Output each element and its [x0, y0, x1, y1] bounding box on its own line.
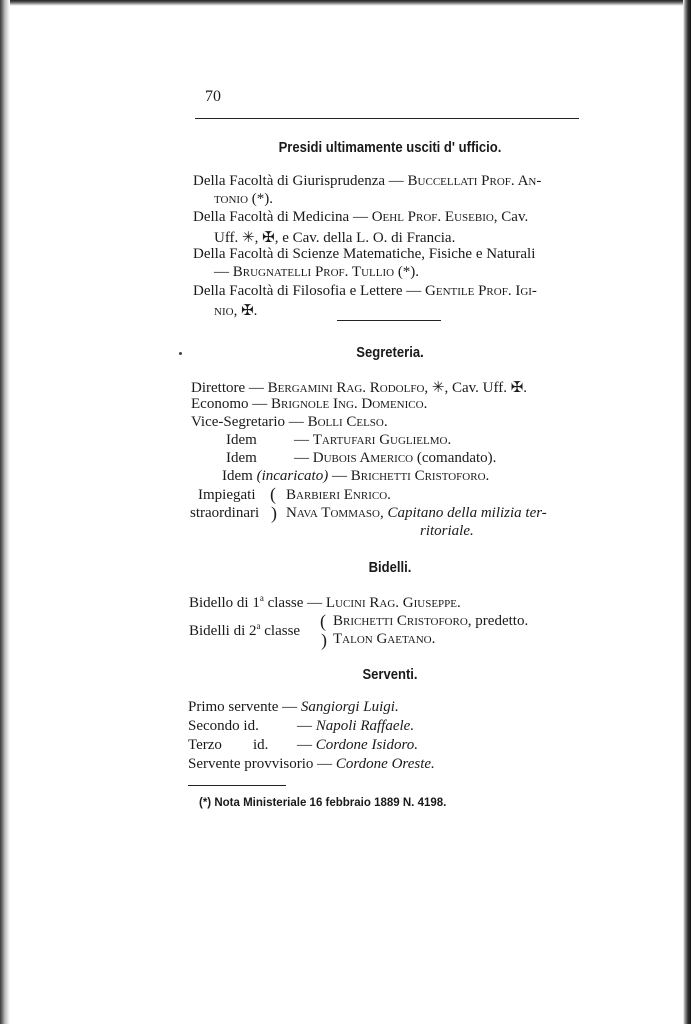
bidelli-second-name-1: Brichetti Cristoforo, predetto. [333, 613, 529, 629]
brace-top: ( [320, 611, 326, 631]
person-name: Brignole Ing. Domenico [271, 396, 424, 412]
segreteria-idem-1: — Tartufari Guglielmo. [294, 432, 452, 448]
person-name: Brichetti Cristoforo [333, 613, 468, 629]
bidello-first: Bidello di 1$^a$ classe — Lucini Rag. Giuseppe. [189, 593, 461, 611]
impiegati-name-2: Nava Tommaso, Capitano della milizia ter- [286, 505, 547, 521]
ink-speck [179, 352, 182, 355]
servente-row-2: — Napoli Raffaele. [297, 718, 415, 734]
person-name: Tartufari Guglielmo [312, 432, 448, 448]
servente-row-3-role: Terzo [188, 737, 222, 753]
person-name: nio [214, 303, 234, 319]
segreteria-idem-3: Idem (incaricato) — Brichetti Cristoforo. [222, 468, 490, 484]
person-name: Gentile Prof. Igi- [425, 283, 537, 299]
bidelli-second-name-2: Talon Gaetano. [333, 631, 436, 647]
person-name: Napoli Raffaele. [315, 718, 415, 734]
person-name: Talon Gaetano [333, 631, 432, 647]
person-name: Cordone Isidoro. [315, 737, 418, 753]
page-number: 70 [205, 88, 221, 105]
person-name: Bergamini Rag. Rodolfo [267, 380, 425, 396]
segreteria-heading: Segreteria. [356, 345, 424, 361]
presidi-entry-2-line-1: Della Facoltà di Medicina — Oehl Prof. Eusebio, Cav. [193, 209, 529, 225]
segreteria-economo: Economo — Brignole Ing. Domenico. [191, 396, 428, 412]
page-left-edge [0, 0, 10, 1024]
page-right-edge [683, 0, 691, 1024]
brace-bottom: ) [271, 503, 277, 523]
person-name: Oehl Prof. Eusebio [371, 209, 494, 225]
bidelli-second-label: Bidelli di 2$^a$ classe [189, 621, 301, 639]
presidi-entry-3-line-2: — Brugnatelli Prof. Tullio (*). [214, 264, 420, 280]
presidi-heading: Presidi ultimamente usciti d' ufficio. [278, 140, 502, 156]
servente-row-3: — Cordone Isidoro. [297, 737, 418, 753]
person-name: Bolli Celso [307, 414, 384, 430]
servente-row-3-mid: id. [253, 737, 269, 753]
person-name: Nava Tommaso [286, 505, 380, 521]
person-name: Brichetti Cristoforo [350, 468, 486, 484]
person-name: Barbieri Enrico [286, 487, 388, 503]
impiegati-name-2-cont: ritoriale. [420, 523, 474, 539]
segreteria-vice: Vice-Segretario — Bolli Celso. [191, 414, 388, 430]
header-rule [195, 118, 579, 119]
person-name: Buccellati Prof. An- [407, 173, 542, 189]
presidi-entry-4-line-1: Della Facoltà di Filosofia e Lettere — Gentile Prof. Igi- [193, 283, 537, 299]
person-name: Dubois Americo [312, 450, 414, 466]
impiegati-label: Impiegati [198, 487, 256, 503]
presidi-entry-4-line-2: nio, ✠. [214, 303, 258, 319]
footnote: (*) Nota Ministeriale 16 febbraio 1889 N. 4198. [199, 797, 447, 809]
presidi-entry-2-line-2: Uff. ✳, ✠, e Cav. della L. O. di Francia. [214, 230, 456, 246]
brace-bottom: ) [321, 630, 327, 650]
person-name: Sangiorgi Luigi. [300, 699, 399, 715]
person-name: Cordone Oreste. [335, 756, 435, 772]
servente-row-1: Primo servente — Sangiorgi Luigi. [188, 699, 399, 715]
servente-row-2-role: Secondo id. [188, 718, 259, 734]
person-name: tonio [214, 191, 249, 207]
brace-top: ( [270, 484, 276, 504]
segreteria-direttore: Direttore — Bergamini Rag. Rodolfo, ✳, Cav. Uff. ✠. [191, 380, 528, 396]
person-name: Brugnatelli Prof. Tullio [232, 264, 395, 280]
straordinari-label: straordinari [190, 505, 260, 521]
segreteria-idem-2: — Dubois Americo (comandato). [294, 450, 497, 466]
page-top-edge [0, 0, 691, 6]
segreteria-idem-2-role: Idem [226, 450, 257, 466]
serventi-heading: Serventi. [362, 667, 418, 683]
section-divider [337, 320, 441, 321]
impiegati-name-1: Barbieri Enrico. [286, 487, 391, 503]
person-name: Lucini Rag. Giuseppe [325, 595, 458, 611]
presidi-entry-3-line-1: Della Facoltà di Scienze Matematiche, Fisiche e Naturali [193, 246, 536, 262]
servente-row-4: Servente provvisorio — Cordone Oreste. [188, 756, 435, 772]
presidi-entry-1-line-1: Della Facoltà di Giurisprudenza — Buccellati Prof. An- [193, 173, 542, 189]
segreteria-idem-1-role: Idem [226, 432, 257, 448]
bidelli-heading: Bidelli. [368, 560, 412, 576]
presidi-entry-1-line-2: tonio (*). [214, 191, 274, 207]
footnote-rule [188, 785, 286, 786]
